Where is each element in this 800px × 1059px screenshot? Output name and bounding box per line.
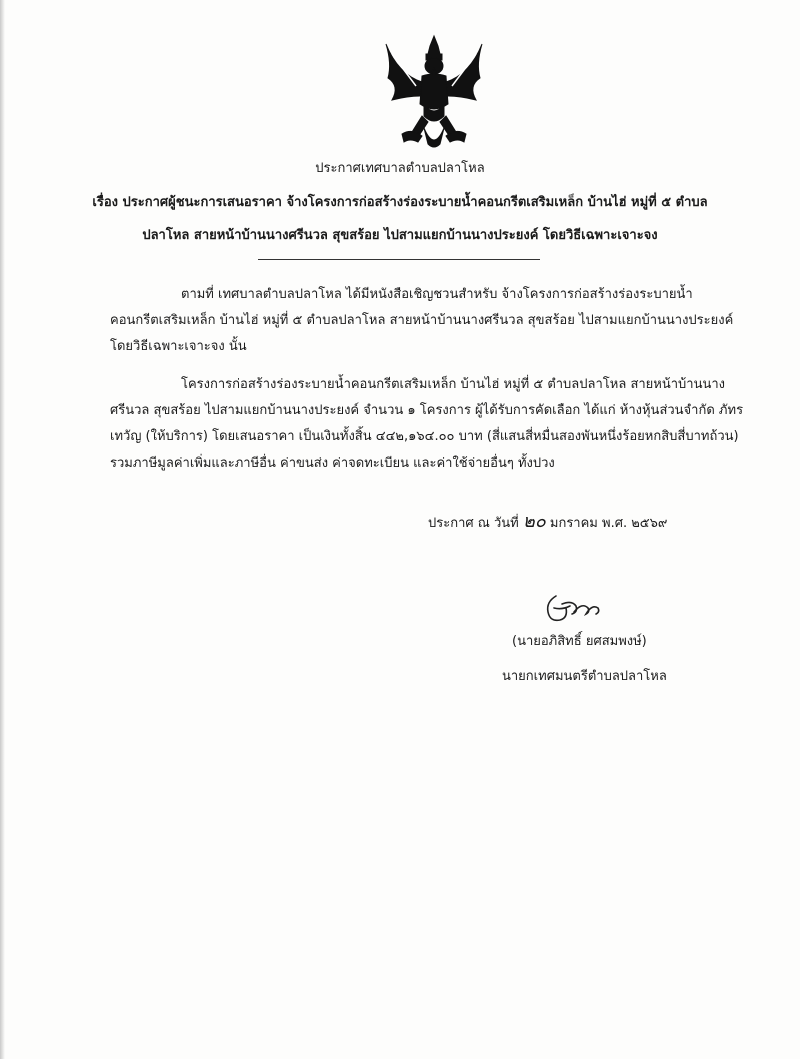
para1-line-1: ตามที่ เทศบาลตำบลปลาโหล ได้มีหนังสือเชิญชวนสำหรับ จ้างโครงการก่อสร้างร่องระบายน้ำ: [181, 287, 693, 302]
para2-line-4: รวมภาษีมูลค่าเพิ่มและภาษีอื่น ค่าขนส่ง ค่าจดทะเบียน และค่าใช้จ่ายอื่นๆ ทั้งปวง: [110, 456, 555, 471]
document-title: ประกาศเทศบาลตำบลปลาโหล: [315, 161, 485, 176]
subject-line-1: เรื่อง ประกาศผู้ชนะการเสนอราคา จ้างโครงการก่อสร้างร่องระบายน้ำคอนกรีตเสริมเหล็ก บ้านไฮ่ หมู่ที่ ๕ ตำบล: [92, 195, 708, 210]
garuda-emblem-icon: [378, 34, 490, 152]
signatory-name: (นายอภิสิทธิ์ ยศสมพงษ์): [512, 634, 647, 649]
announcement-prefix: ประกาศ ณ วันที่: [428, 516, 519, 531]
signatory-position: นายกเทศมนตรีตำบลปลาโหล: [502, 669, 667, 684]
announcement-month-year: มกราคม พ.ศ. ๒๕๖๙: [549, 516, 668, 531]
title-divider: [258, 259, 540, 260]
para2-line-1: โครงการก่อสร้างร่องระบายน้ำคอนกรีตเสริมเหล็ก บ้านไฮ่ หมู่ที่ ๕ ตำบลปลาโหล สายหน้าบ้านนาง: [181, 377, 726, 392]
subject-line-2: ปลาโหล สายหน้าบ้านนางศรีนวล สุขสร้อย ไปสามแยกบ้านนางประยงค์ โดยวิธีเฉพาะเจาะจง: [142, 228, 658, 243]
para2-line-2: ศรีนวล สุขสร้อย ไปสามแยกบ้านนางประยงค์ จำนวน ๑ โครงการ ผู้ได้รับการคัดเลือก ได้แก่ ห้างหุ้นส่วนจำกัด ภัทร: [110, 403, 744, 418]
para1-line-2: คอนกรีตเสริมเหล็ก บ้านไฮ่ หมู่ที่ ๕ ตำบลปลาโหล สายหน้าบ้านนางศรีนวล สุขสร้อย ไปสามแยกบ้านนางประยงค์: [110, 313, 734, 328]
para1-line-3: โดยวิธีเฉพาะเจาะจง นั้น: [110, 339, 247, 354]
announcement-day: ๒๐: [522, 511, 546, 532]
para2-line-3: เทวัญ (ให้บริการ) โดยเสนอราคา เป็นเงินทั้งสิ้น ๔๔๒,๑๖๔.๐๐ บาท (สี่แสนสี่หมื่นสองพันหนึ่งร้อยหกสิบสี่บาทถ้วน): [110, 429, 739, 444]
announcement-date: [428, 513, 667, 533]
handwritten-signature: [542, 590, 604, 626]
scan-edge-shadow: [0, 0, 5, 1059]
